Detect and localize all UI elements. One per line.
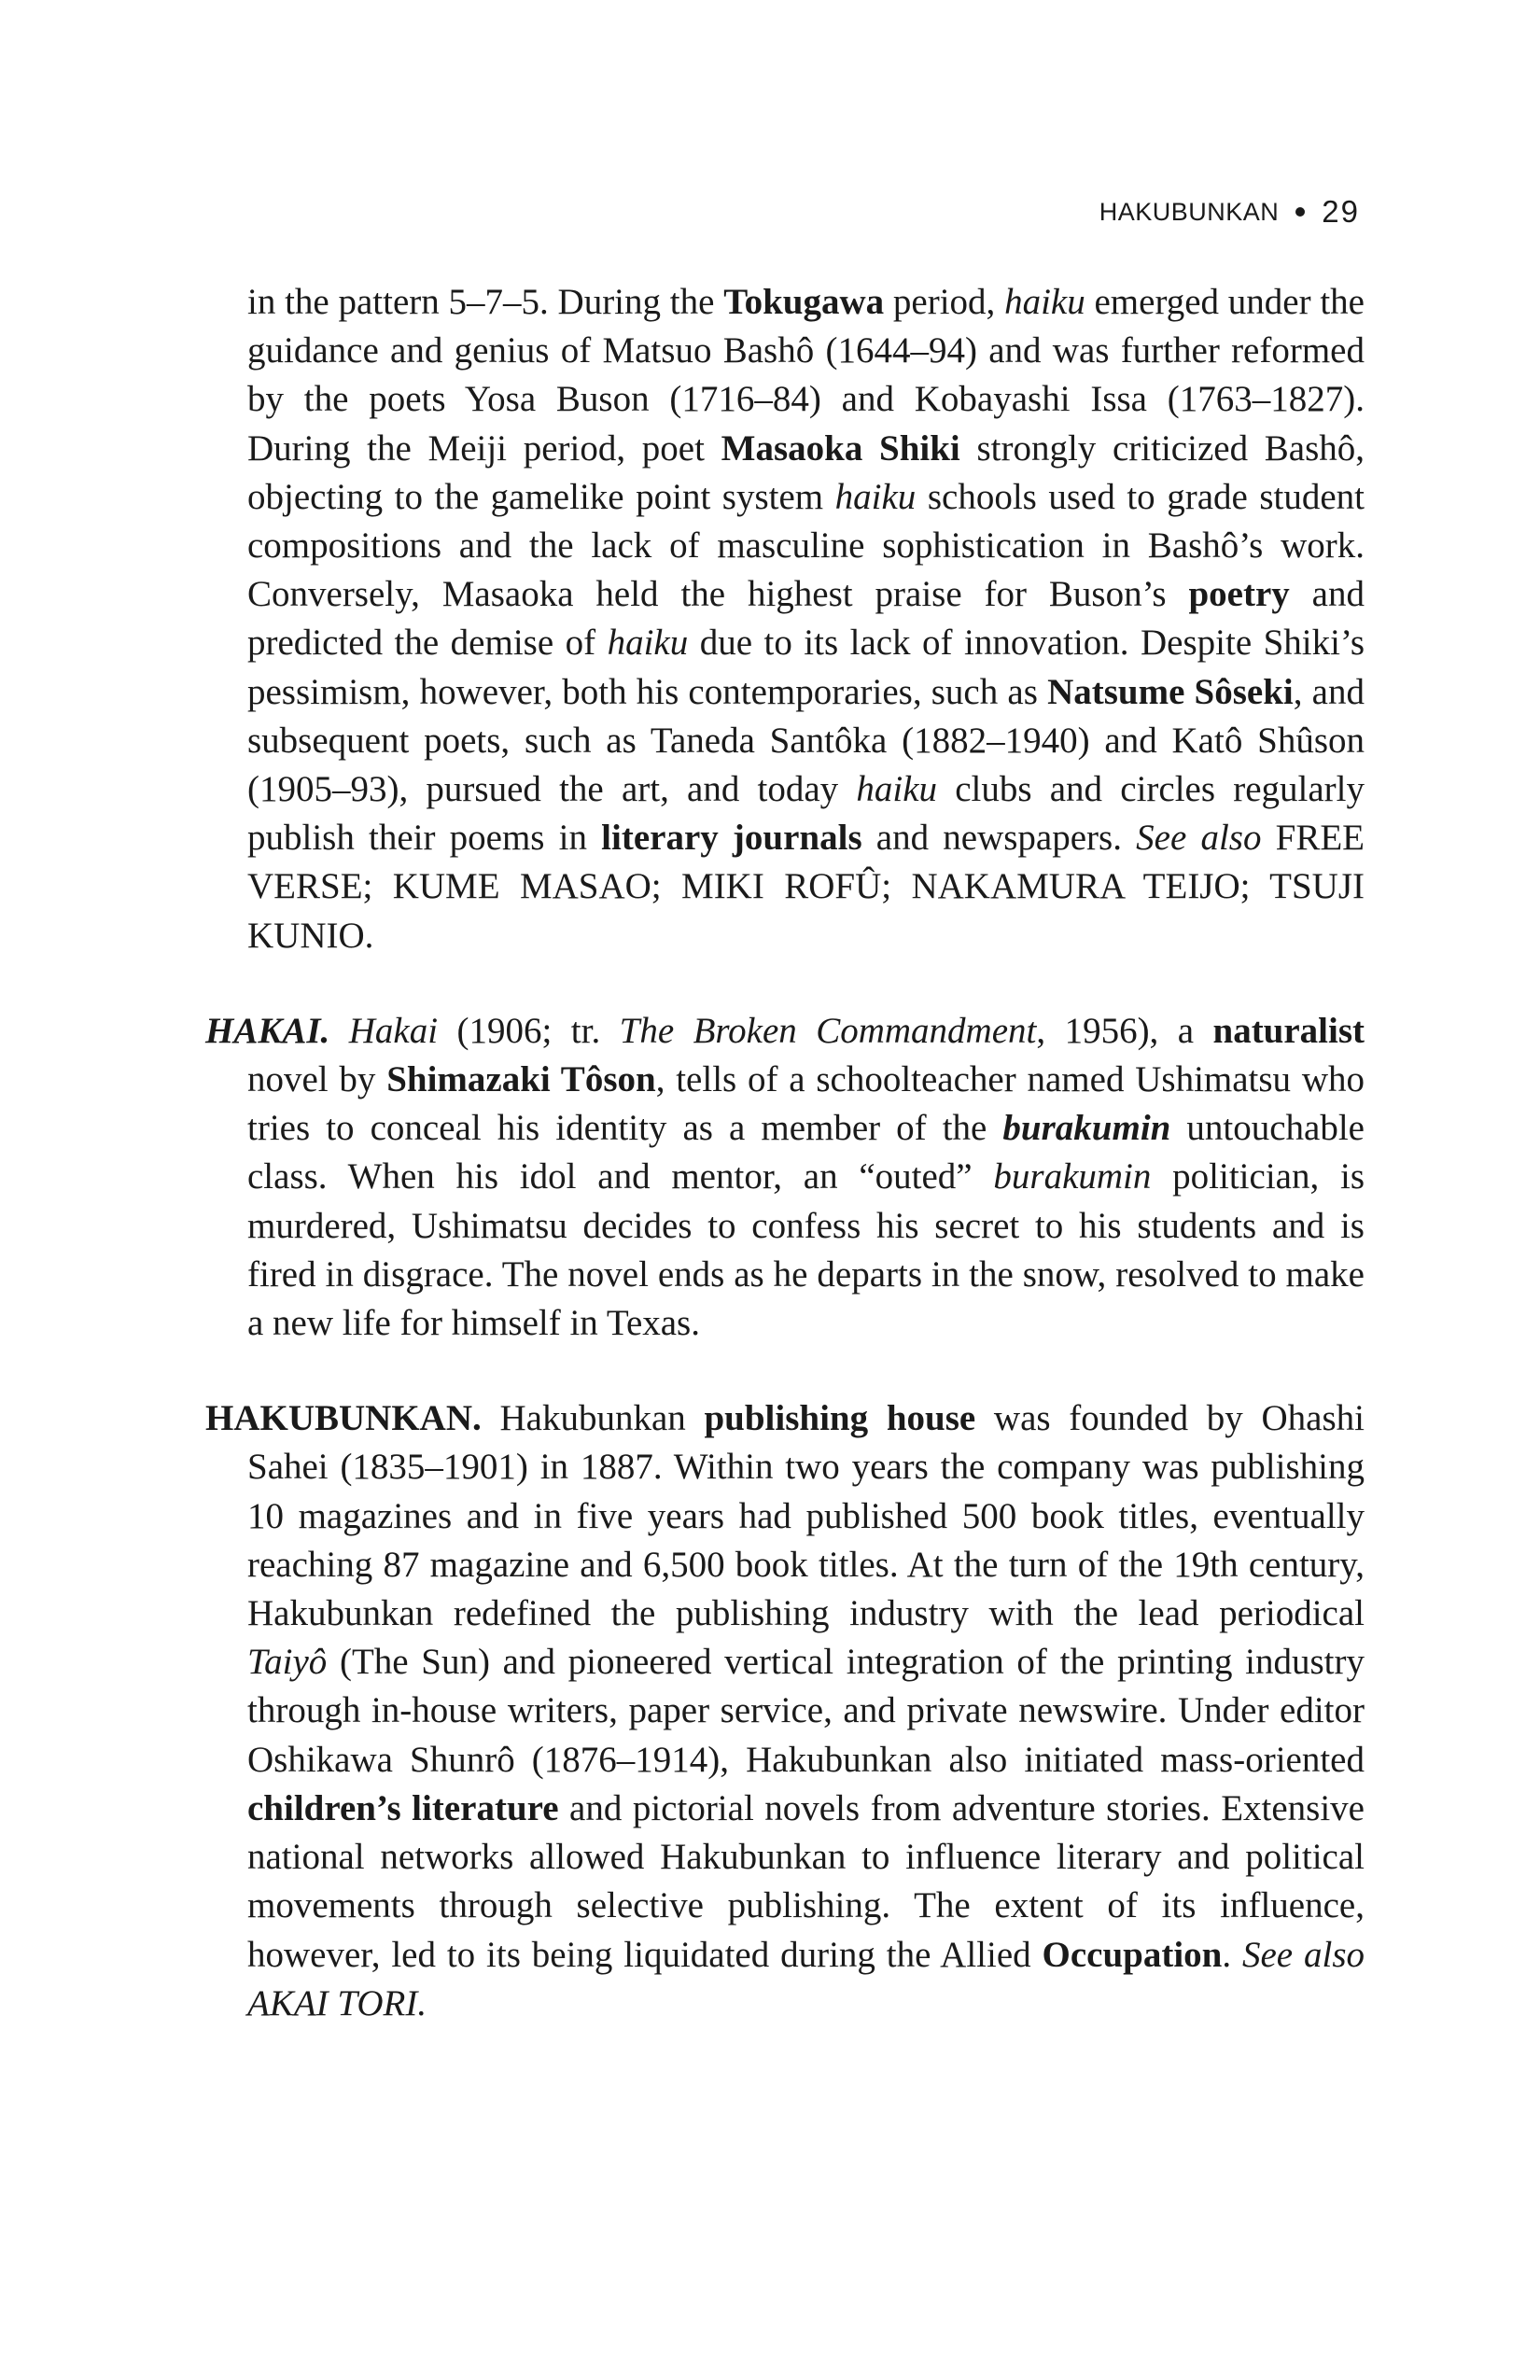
bold-term: HAKUBUNKAN. [205, 1398, 482, 1439]
text-run: and newspapers. [861, 818, 1137, 859]
italic-term: burakumin [993, 1156, 1152, 1197]
text-run: and predicted the demise of [247, 574, 1365, 664]
text-run: . [1222, 1934, 1242, 1975]
bold-term: Occupation [1042, 1934, 1223, 1975]
text-run: (The Sun) and pioneered vertical integration of the printing industry through in-house writers, paper service, and private newswire. Under editor Oshikawa Shunrô (1876–1914), Hakubunkan also initiated mass-oriented [247, 1642, 1365, 1780]
text-run: untouchable class. When his idol and mentor, an “outed” [247, 1108, 1365, 1197]
italic-term: The Broken Commandment [619, 1010, 1037, 1051]
bold-term: Tokugawa [723, 282, 885, 322]
bold-term: children’s literature [247, 1787, 559, 1828]
text-run: and pictorial novels from adventure stories. Extensive national networks allowed Hakubunkan to influence literary and political movements through selective publishing. The extent of its influence, however, led to its being liquidated during the Allied [247, 1787, 1365, 1975]
text-run: novel by [247, 1059, 387, 1100]
text-run: emerged under the guidance and genius of Matsuo Bashô (1644–94) and was further reformed by the poets Yosa Buson (1716–84) and Kobayashi Issa (1763–1827). During the Meiji period, poet [247, 282, 1365, 469]
italic-term: See also AKAI TORI. [247, 1934, 1365, 2023]
entry-haiku-continued [205, 278, 1365, 960]
text-run: period, [884, 282, 1005, 322]
text-run: in the pattern 5–7–5. During the [247, 282, 724, 322]
italic-term: See also [1136, 818, 1262, 859]
entry-hakai [205, 1007, 1365, 1348]
text-run: was founded by Ohashi Sahei (1835–1901) in 1887. Within two years the company was publishing 10 magazines and in five years had published 500 book titles, eventually reaching 87 magazine and 6,500 book titles. At the turn of the 19th century, Hakubunkan redefined the publishing industry with the lead periodical [247, 1398, 1365, 1634]
bold-term: Shimazaki Tôson [386, 1059, 656, 1100]
text-run: Hakubunkan [481, 1398, 705, 1439]
running-head [1099, 194, 1360, 230]
bold-term: literary journals [601, 818, 862, 859]
text-run: politician, is murdered, Ushimatsu decides to confess his secret to his students and is fired in disgrace. The novel ends as he departs in the snow, resolved to make a new life for himself in Texas. [247, 1156, 1365, 1344]
italic-term: haiku [834, 476, 917, 517]
text-run [329, 1011, 348, 1051]
text-run: FREE VERSE; KUME MASAO; MIKI ROFÛ; NAKAMURA TEIJO; TSUJI KUNIO. [247, 818, 1365, 956]
italic-term: haiku [856, 769, 938, 810]
running-head-title: HAKUBUNKAN [1099, 197, 1280, 226]
bullet-icon [1295, 207, 1305, 217]
italic-term: Taiyô [247, 1642, 328, 1683]
bold-term: Masaoka Shiki [721, 427, 960, 469]
bold-term: poetry [1188, 574, 1290, 615]
text-run: schools used to grade student compositions and the lack of masculine sophistication in Bashô’s work. Conversely, Masaoka held the highest praise for Buson’s [247, 476, 1365, 615]
text-run: , and subsequent poets, such as Taneda Santôka (1882–1940) and Katô Shûson (1905–93), pursued the art, and today [247, 671, 1365, 810]
bold-italic-term: burakumin [1002, 1108, 1171, 1149]
page-number: 29 [1322, 194, 1360, 229]
text-run: clubs and circles regularly publish their poems in [247, 769, 1365, 859]
bold-term: publishing house [704, 1398, 976, 1439]
bold-term: naturalist [1212, 1010, 1365, 1051]
body-text [205, 278, 1365, 2028]
italic-term: haiku [1004, 282, 1085, 322]
italic-term: haiku [607, 623, 689, 664]
text-run: strongly criticized Bashô, objecting to the gamelike point system [247, 427, 1365, 517]
italic-term: Hakai [348, 1010, 439, 1051]
bold-term: Natsume Sôseki [1047, 671, 1294, 712]
bold-italic-term: HAKAI. [205, 1010, 330, 1051]
entry-hakubunkan [205, 1394, 1365, 2028]
text-run: (1906; tr. [438, 1010, 620, 1051]
text-run: , tells of a schoolteacher named Ushimatsu who tries to conceal his identity as a member of the [247, 1059, 1365, 1149]
text-run: , 1956), a [1036, 1010, 1213, 1051]
text-run: due to its lack of innovation. Despite Shiki’s pessimism, however, both his contemporaries, such as [247, 623, 1365, 712]
